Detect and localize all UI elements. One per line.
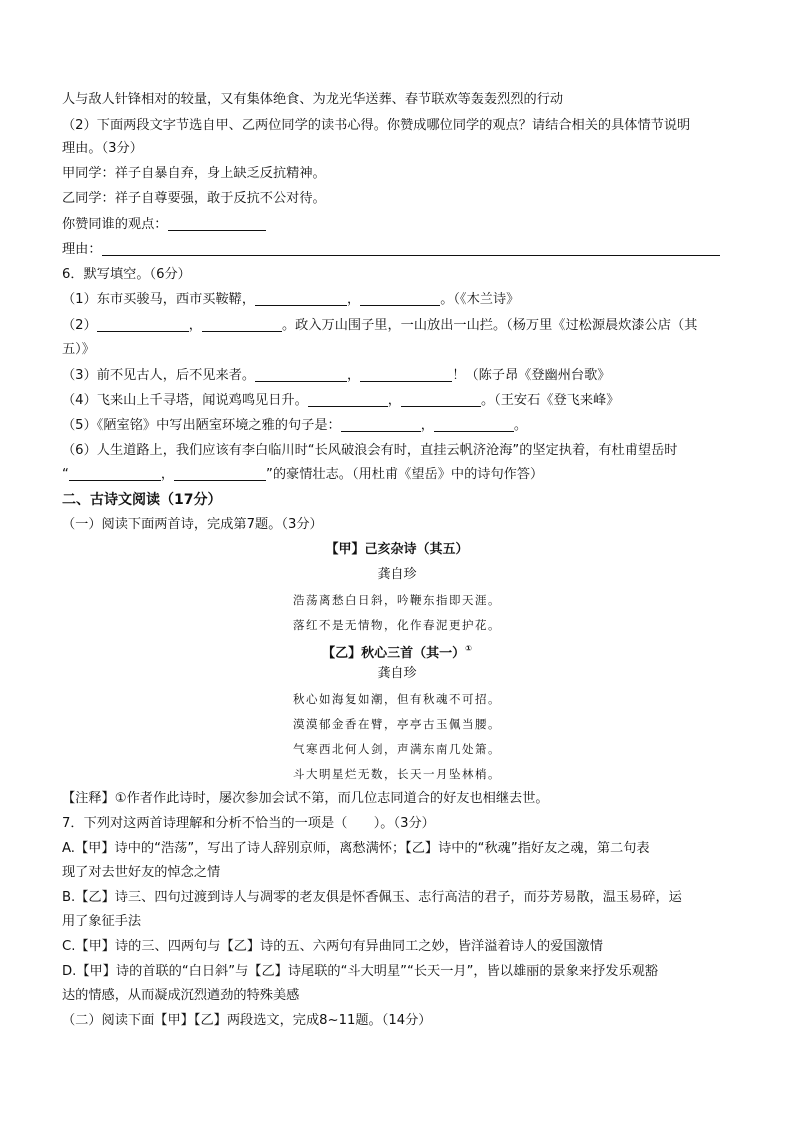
section-heading: 二、古诗文阅读（17分） xyxy=(62,492,222,508)
fill-blank[interactable] xyxy=(434,418,514,432)
question-7: 7．下列对这两首诗理解和分析不恰当的一项是（ ）。（3分） xyxy=(62,816,435,831)
fill-blank[interactable] xyxy=(401,393,481,407)
option-d-cont: 达的情感，从而凝成沉烈遒劲的特殊美感 xyxy=(62,988,300,1003)
text-segment: ， xyxy=(347,368,361,383)
option-b-cont: 用了象征手法 xyxy=(62,914,142,929)
fill-blank[interactable] xyxy=(97,318,189,332)
student-b-view: 乙同学：祥子自尊要强，敢于反抗不公对待。 xyxy=(62,191,326,206)
fill-blank[interactable] xyxy=(174,467,266,481)
fill-blank[interactable] xyxy=(360,292,440,306)
text-segment: ！（陈子昂《登幽州台歌》 xyxy=(452,368,611,383)
text-segment: ”的豪情壮志。（用杜甫《望岳》中的诗句作答） xyxy=(266,467,544,482)
text-segment: ， xyxy=(420,418,434,433)
text-segment: （1）东市买骏马，西市买鞍鞯， xyxy=(62,292,256,307)
poem-line: 浩荡离愁白日斜，吟鞭东指即天涯。 xyxy=(293,593,501,607)
answer-blank[interactable] xyxy=(102,242,720,256)
poem-1-author: 龚自珍 xyxy=(377,567,417,582)
question-prompt: （2）下面两段文字节选自甲、乙两位同学的读书心得。你赞成哪位同学的观点？请结合相关的具体情节说明 xyxy=(62,118,691,133)
poem-title-text: 【乙】秋心三首（其一） xyxy=(322,646,466,661)
poem-line: 气寒西北何人剑，声满东南几处箫。 xyxy=(293,742,501,756)
text-segment: （4）飞来山上千寻塔，闻说鸡鸣见日升。 xyxy=(62,393,308,408)
fill-blank[interactable] xyxy=(255,368,347,382)
poem-2-title xyxy=(0,640,794,663)
option-b: B.【乙】诗三、四句过渡到诗人与凋零的老友俱是怀香佩玉、志行高洁的君子，而芬芳易散，温玉易碎，运 xyxy=(62,890,682,905)
text-segment: 。政入万山围子里，一山放出一山拦。（杨万里《过松源晨炊漆公店（其 xyxy=(281,318,698,333)
footnote-marker: ① xyxy=(465,644,472,653)
poem-line: 斗大明星烂无数，长天一月坠林梢。 xyxy=(293,767,501,781)
text-segment: （5）《陋室铭》中写出陋室环境之雅的句子是： xyxy=(62,418,341,433)
answer-line-view xyxy=(62,216,266,234)
answer-blank[interactable] xyxy=(168,217,266,231)
question-6-title: 6．默写填空。（6分） xyxy=(62,267,191,282)
text-segment: （3）前不见古人，后不见来者。 xyxy=(62,368,256,383)
answer-line-reason xyxy=(62,241,720,259)
text-segment: 。（王安石《登飞来峰》 xyxy=(480,393,620,408)
option-a-cont: 现了对去世好友的悼念之情 xyxy=(62,865,221,880)
fill-blank[interactable] xyxy=(341,418,421,432)
text-segment: ， xyxy=(188,318,202,333)
student-a-view: 甲同学：祥子自暴自弃，身上缺乏反抗精神。 xyxy=(62,166,326,181)
fill-blank[interactable] xyxy=(360,368,452,382)
fill-line-6 xyxy=(62,466,543,484)
poem-2-author: 龚自珍 xyxy=(377,666,417,681)
fill-line-2 xyxy=(62,317,697,335)
answer-label: 你赞同谁的观点： xyxy=(62,217,168,232)
option-c: C.【甲】诗的三、四两句与【乙】诗的五、六两句有异曲同工之妙，皆洋溢着诗人的爱国激情 xyxy=(62,939,603,954)
fill-line-3 xyxy=(62,367,610,385)
text-segment: ， xyxy=(160,467,175,482)
text-line: （6）人生道路上，我们应该有李白临川时“长风破浪会有时，直挂云帆济沧海”的坚定执着，有杜甫望岳时 xyxy=(62,443,678,458)
fill-blank[interactable] xyxy=(255,292,347,306)
answer-label: 理由： xyxy=(62,242,102,257)
text-line: 五）》 xyxy=(62,342,95,357)
poem-line: 秋心如海复如潮，但有秋魂不可招。 xyxy=(293,692,501,706)
option-a: A.【甲】诗中的“浩荡”，写出了诗人辞别京师，离愁满怀；【乙】诗中的“秋魂”指好友之魂，第二句表 xyxy=(62,841,650,856)
text-line: 理由。（3分） xyxy=(62,141,143,156)
text-segment: （2） xyxy=(62,318,97,333)
text-segment: ， xyxy=(387,393,401,408)
text-segment: 。（《木兰诗》 xyxy=(440,292,520,307)
fill-line-1 xyxy=(62,291,519,309)
poem-line: 漠漠郁金香在臂，亭亭古玉佩当腰。 xyxy=(293,717,501,731)
text-segment: ， xyxy=(347,292,361,307)
text-segment: “ xyxy=(62,467,69,482)
text-segment: 。 xyxy=(513,418,528,433)
fill-line-5 xyxy=(62,417,527,435)
subsection-heading: （一）阅读下面两首诗，完成第7题。（3分） xyxy=(62,517,323,532)
annotation: 【注释】①作者作此诗时，屡次参加会试不第，而几位志同道合的好友也相继去世。 xyxy=(62,791,549,806)
subsection-heading: （二）阅读下面【甲】【乙】两段选文，完成8~11题。（14分） xyxy=(62,1013,432,1028)
poem-line: 落红不是无情物，化作春泥更护花。 xyxy=(293,618,501,632)
fill-blank[interactable] xyxy=(202,318,282,332)
poem-1-title: 【甲】己亥杂诗（其五） xyxy=(325,542,469,557)
fill-line-4 xyxy=(62,392,619,410)
text-line: 人与敌人针锋相对的较量，又有集体绝食、为龙光华送葬、春节联欢等轰轰烈烈的行动 xyxy=(62,92,564,107)
fill-blank[interactable] xyxy=(308,393,388,407)
option-d: D.【甲】诗的首联的“白日斜”与【乙】诗尾联的“斗大明星”“长天一月”，皆以雄丽的景象来抒发乐观豁 xyxy=(62,964,659,979)
fill-blank[interactable] xyxy=(69,467,161,481)
